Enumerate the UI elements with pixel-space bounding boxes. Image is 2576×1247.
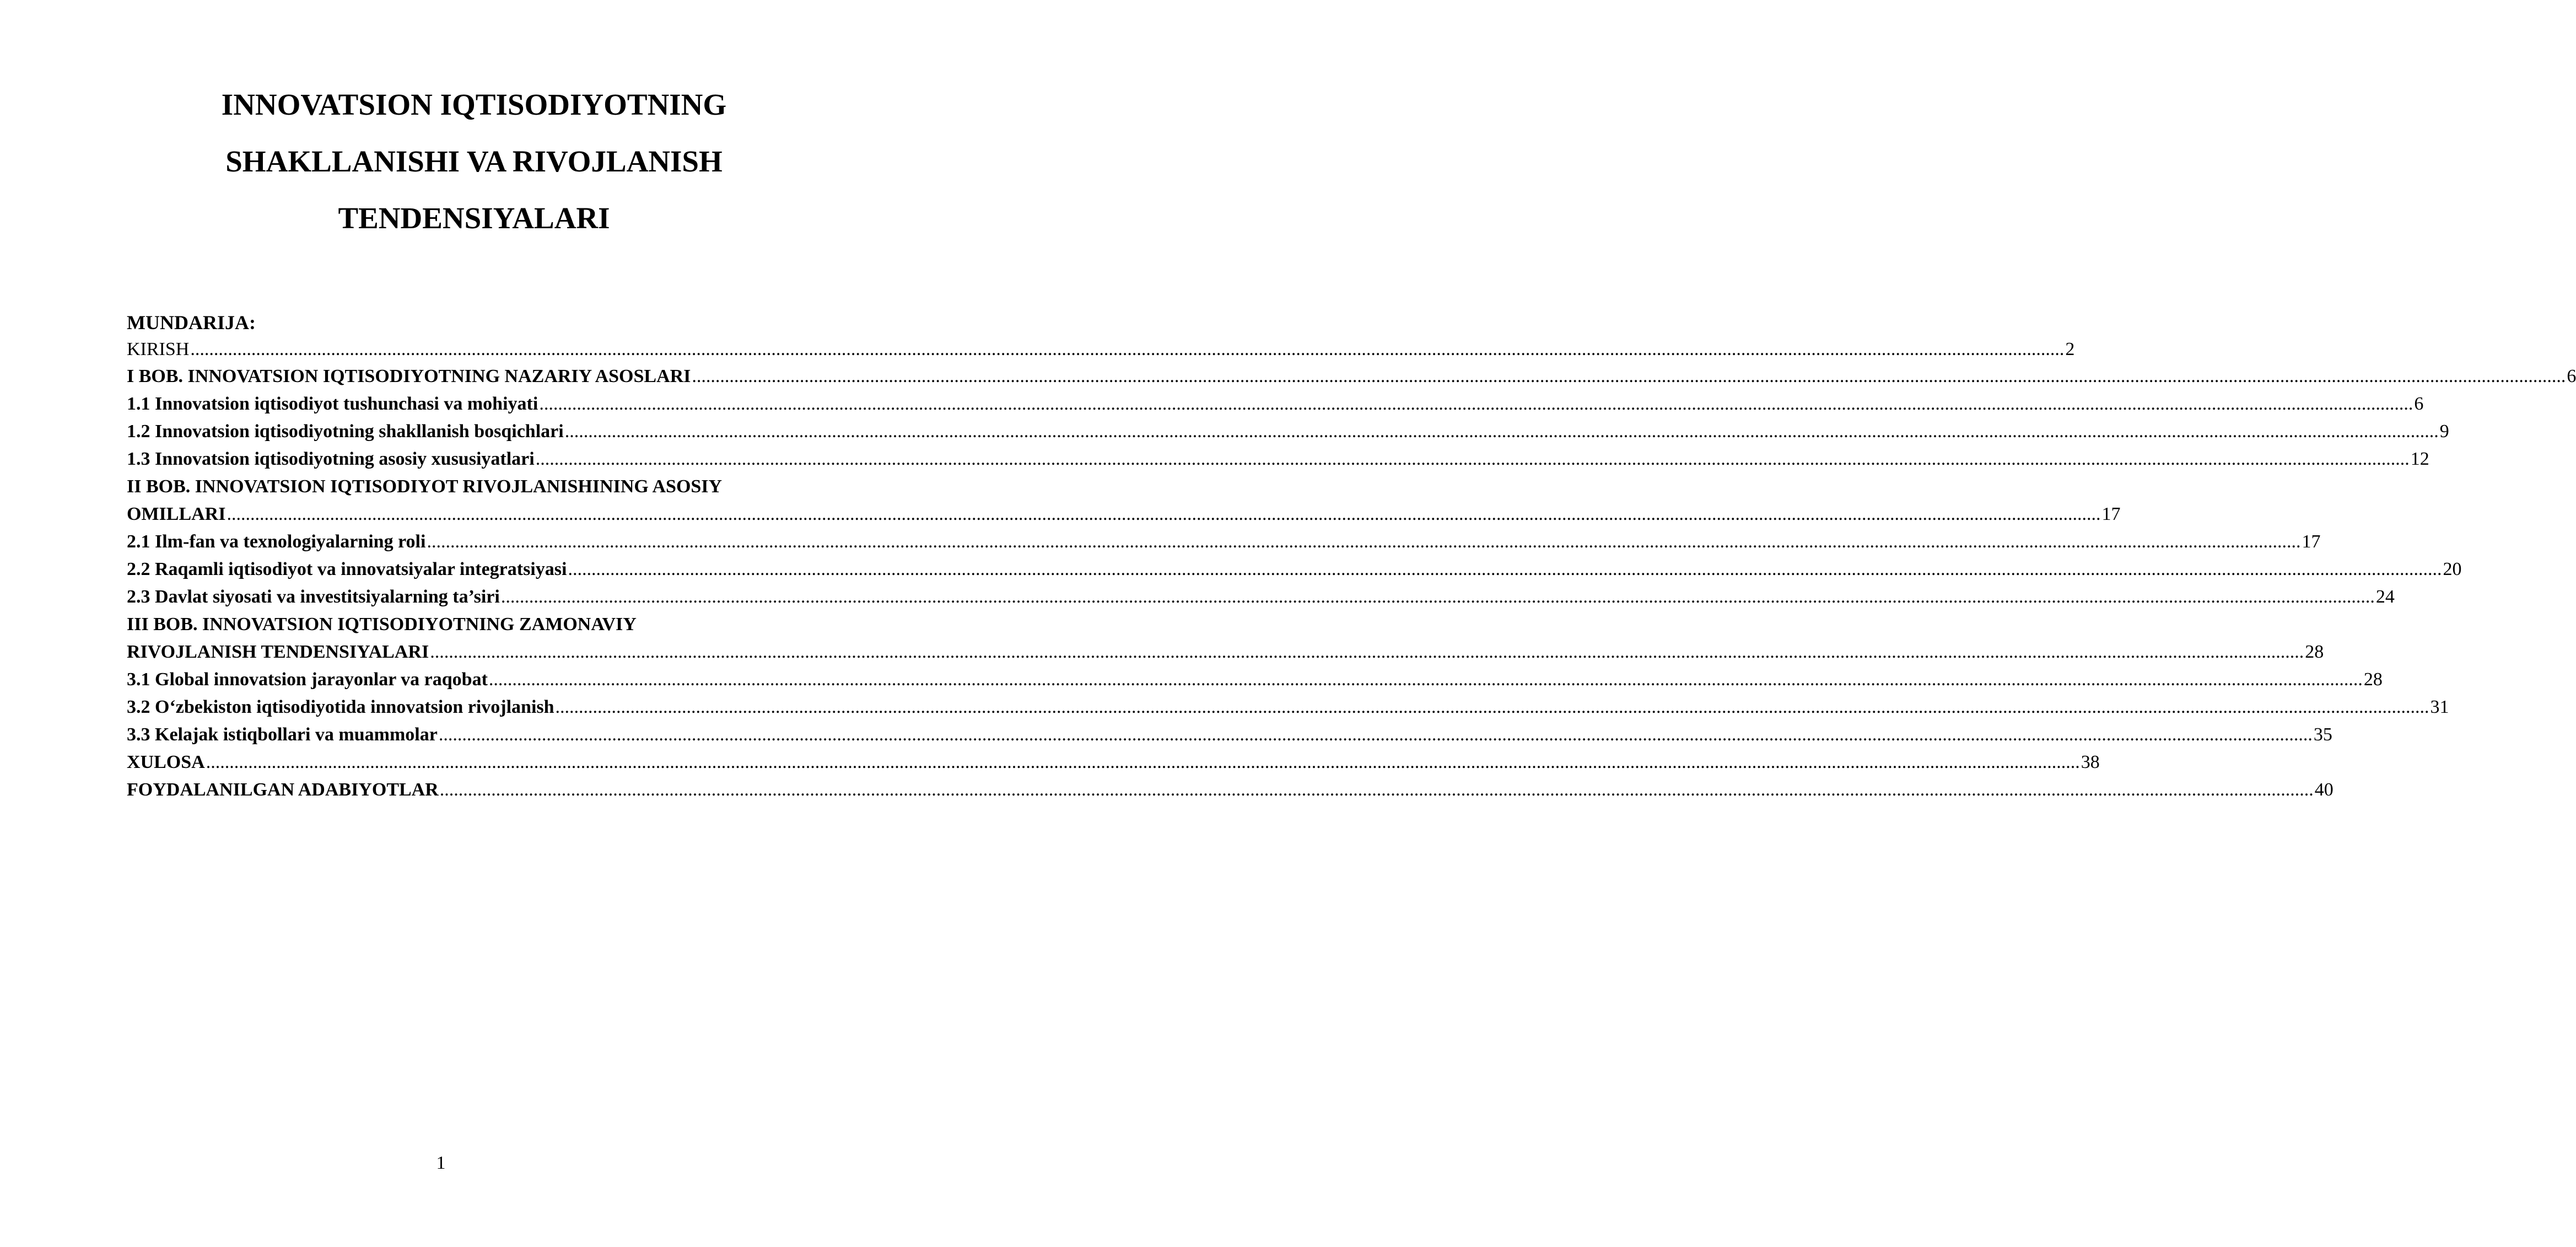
toc-line [127,583,2395,611]
toc-line [127,473,820,501]
toc-dot-leader: ................................................................................................................................................................................................................................................................................................................................................................................................................ [427,531,2301,552]
toc-dot-leader: ................................................................................................................................................................................................................................................................................................................................................................................................................ [227,504,2101,524]
toc-entries [127,336,2576,804]
toc-entry[interactable] [127,390,2424,418]
toc-page-number: 38 [2081,752,2100,772]
table-of-contents [127,309,2576,804]
toc-page-number: 6 [2414,394,2424,414]
document-title [165,76,783,246]
toc-dot-leader: ................................................................................................................................................................................................................................................................................................................................................................................................................ [488,669,2363,690]
toc-entry[interactable] [127,666,2383,694]
toc-dot-leader: ................................................................................................................................................................................................................................................................................................................................................................................................................ [539,394,2413,414]
toc-entry-title: FOYDALANILGAN ADABIYOTLAR [127,780,439,800]
toc-entry[interactable] [127,336,2075,363]
page-number: 1 [436,1153,446,1173]
toc-entry-title: III BOB. INNOVATSION IQTISODIYOTNING ZAMONAVIY [127,614,637,635]
toc-line [127,611,820,638]
toc-line [127,694,2449,721]
toc-page-number: 31 [2430,697,2449,717]
toc-entry-title: 1.1 Innovatsion iqtisodiyot tushunchasi va mohiyati [127,394,538,414]
toc-page-number: 20 [2443,559,2462,579]
toc-line [127,528,2321,556]
toc-page-number: 40 [2314,780,2334,800]
toc-line [127,749,2100,776]
toc-dot-leader: ................................................................................................................................................................................................................................................................................................................................................................................................................ [190,339,2065,359]
toc-entry-title: OMILLARI [127,504,226,524]
toc-entry-title: XULOSA [127,752,205,772]
toc-page-number: 28 [2363,669,2383,690]
toc-entry[interactable] [127,363,2576,390]
toc-entry-title: I BOB. INNOVATSION IQTISODIYOTNING NAZARIY ASOSLARI [127,366,691,386]
toc-entry-title: 2.3 Davlat siyosati va investitsiyalarning ta’siri [127,587,500,607]
toc-entry-title: II BOB. INNOVATSION IQTISODIYOT RIVOJLANISHINING ASOSIY [127,476,723,497]
toc-dot-leader: ................................................................................................................................................................................................................................................................................................................................................................................................................ [568,559,2442,579]
toc-page-number: 17 [2302,531,2321,552]
toc-line [127,721,2332,749]
toc-entry[interactable] [127,611,2324,666]
toc-entry[interactable] [127,583,2395,611]
toc-line [127,556,2462,583]
toc-dot-leader: ................................................................................................................................................................................................................................................................................................................................................................................................................ [692,366,2566,386]
toc-entry-title: 2.2 Raqamli iqtisodiyot va innovatsiyalar integratsiyasi [127,559,567,579]
title-line: INNOVATSION IQTISODIYOTNING [221,88,727,121]
toc-entry-title: 3.2 O‘zbekiston iqtisodiyotida innovatsion rivojlanish [127,697,554,717]
toc-dot-leader: ................................................................................................................................................................................................................................................................................................................................................................................................................ [430,642,2304,662]
toc-entry[interactable] [127,749,2100,776]
toc-entry-title: 1.3 Innovatsion iqtisodiyotning asosiy xususiyatlari [127,449,535,469]
title-line: SHAKLLANISHI VA RIVOJLANISH [225,144,723,178]
toc-line [127,445,2429,473]
toc-entry[interactable] [127,445,2429,473]
toc-line [127,390,2424,418]
toc-line [127,501,2121,528]
toc-dot-leader: ................................................................................................................................................................................................................................................................................................................................................................................................................ [564,421,2439,442]
toc-line [127,776,2334,804]
toc-page-number: 17 [2101,504,2121,524]
toc-entry[interactable] [127,528,2321,556]
toc-dot-leader: ................................................................................................................................................................................................................................................................................................................................................................................................................ [500,587,2375,607]
toc-entry[interactable] [127,418,2449,445]
toc-dot-leader: ................................................................................................................................................................................................................................................................................................................................................................................................................ [555,697,2429,717]
toc-entry-title: 3.3 Kelajak istiqbollari va muammolar [127,724,438,745]
toc-page-number: 6 [2567,366,2576,386]
toc-dot-leader: ................................................................................................................................................................................................................................................................................................................................................................................................................ [535,449,2410,469]
toc-line [127,638,2324,666]
toc-dot-leader: ................................................................................................................................................................................................................................................................................................................................................................................................................ [438,724,2313,745]
toc-page-number: 2 [2065,339,2075,359]
toc-line [127,666,2383,694]
toc-page-number: 35 [2313,724,2332,745]
toc-entry-title: RIVOJLANISH TENDENSIYALARI [127,642,429,662]
toc-entry-title: 1.2 Innovatsion iqtisodiyotning shakllanish bosqichlari [127,421,564,442]
toc-line [127,336,2075,363]
toc-dot-leader: ................................................................................................................................................................................................................................................................................................................................................................................................................ [206,752,2080,772]
toc-entry-title: 3.1 Global innovatsion jarayonlar va raqobat [127,669,488,690]
toc-entry[interactable] [127,721,2332,749]
toc-entry[interactable] [127,473,2121,528]
toc-entry-title: KIRISH [127,339,190,359]
toc-page-number: 9 [2439,421,2449,442]
toc-dot-leader: ................................................................................................................................................................................................................................................................................................................................................................................................................ [439,780,2314,800]
toc-line [127,418,2449,445]
toc-entry[interactable] [127,694,2449,721]
toc-page-number: 28 [2305,642,2324,662]
title-line: TENDENSIYALARI [338,201,610,235]
toc-page-number: 24 [2375,587,2395,607]
toc-line [127,363,2576,390]
toc-heading: MUNDARIJA: [127,311,256,334]
toc-entry[interactable] [127,776,2334,804]
toc-page-number: 12 [2410,449,2429,469]
toc-entry-title: 2.1 Ilm-fan va texnologiyalarning roli [127,531,426,552]
toc-entry[interactable] [127,556,2462,583]
